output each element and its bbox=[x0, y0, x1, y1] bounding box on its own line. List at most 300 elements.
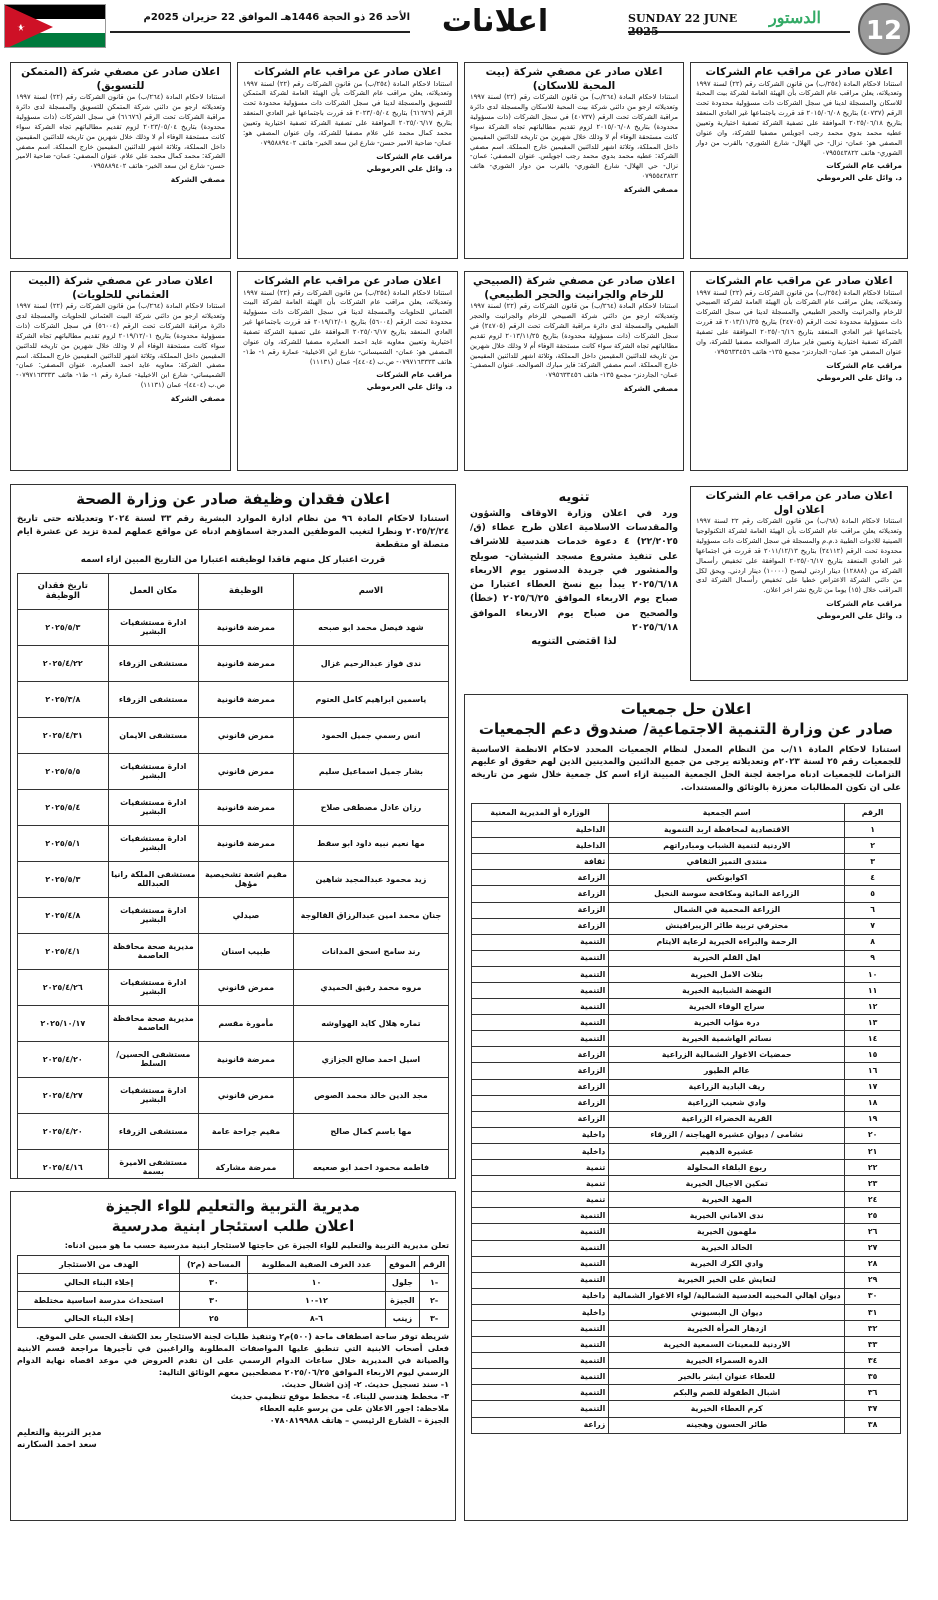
ministry: التنمية bbox=[472, 1353, 609, 1369]
giza-docs-2: ٣- مخطط هندسي للبناء. ٤- مخطط موقع تنظيمي حديث bbox=[230, 1391, 449, 1401]
workplace: مستشفى الملكة رانيا العبدالله bbox=[108, 861, 199, 897]
english-date: SUNDAY 22 JUNE 2025 bbox=[628, 12, 738, 38]
table-row bbox=[472, 918, 901, 934]
giza-intro: تعلن مديرية التربية والتعليم للواء الجيزة عن حاجتها لاستئجار ابنية مدرسية حسب ما هو مبين ادناه: bbox=[64, 1240, 449, 1250]
job-title: ممرضة قانونية bbox=[199, 789, 294, 825]
job-title: صيدلي bbox=[199, 897, 294, 933]
table-row bbox=[472, 1224, 901, 1240]
society-name: الخالد الخيرية bbox=[609, 1240, 845, 1256]
rooms: ١٢-١٠ bbox=[248, 1291, 385, 1309]
ministry: الداخلية bbox=[472, 822, 609, 838]
loss-date: ٢٠٢٥/٥/٣ bbox=[18, 609, 109, 645]
society-name: ملهمون الخيرية bbox=[609, 1224, 845, 1240]
row-number: ١ bbox=[845, 822, 901, 838]
workplace: ادارة مستشفيات البشير bbox=[108, 825, 199, 861]
table-row bbox=[18, 1005, 449, 1041]
society-name: للعطاء عنوان ابشر بالخير bbox=[609, 1369, 845, 1385]
society-name: النهضة الشبابية الخيرية bbox=[609, 983, 845, 999]
society-name: الاردنية للمعينات السمعية الخيرية bbox=[609, 1337, 845, 1353]
ministry: التنمية bbox=[472, 1385, 609, 1401]
society-name: الزراعة المحمية في الشمال bbox=[609, 902, 845, 918]
table-row bbox=[472, 1176, 901, 1192]
workplace: ادارة مستشفيات البشير bbox=[108, 753, 199, 789]
section-title: اعلانات bbox=[441, 4, 549, 39]
health-title: اعلان فقدان وظيفة صادر عن وزارة الصحة bbox=[76, 490, 390, 508]
society-name: ديوان ال البسيوني bbox=[609, 1304, 845, 1320]
ministry: الزراعة bbox=[472, 886, 609, 902]
row-number: ١٤ bbox=[845, 1031, 901, 1047]
table-row bbox=[18, 645, 449, 681]
table-row bbox=[472, 950, 901, 966]
ad-title: اعلان صادر عن مصفي شركة (البيت العثماني للحلويات) bbox=[28, 275, 213, 301]
table-row bbox=[18, 1273, 449, 1291]
society-name: بتلات الامل الخيرية bbox=[609, 966, 845, 982]
table-row bbox=[472, 1160, 901, 1176]
row-number: ٣ bbox=[845, 854, 901, 870]
ad-liquidator-4 bbox=[10, 271, 231, 471]
row-number: ٣١ bbox=[845, 1304, 901, 1320]
society-name: عالم الطيور bbox=[609, 1063, 845, 1079]
table-row bbox=[472, 838, 901, 854]
ministry: داخلية bbox=[472, 1288, 609, 1304]
employee-name: جنان محمد امين عبدالرزاق القالوجة bbox=[293, 897, 448, 933]
giza-sign-name: سعد احمد السكارنه bbox=[17, 1440, 97, 1451]
workplace: مستشفى الحسين/ السلط bbox=[108, 1041, 199, 1077]
col-workplace: مكان العمل bbox=[108, 573, 199, 609]
ad-signature-role: مراقب عام الشركات bbox=[826, 161, 902, 171]
ministry: داخلية bbox=[472, 1304, 609, 1320]
row-number: ١٧ bbox=[845, 1079, 901, 1095]
row-number: ٢٣ bbox=[845, 1176, 901, 1192]
table-row bbox=[18, 1077, 449, 1113]
ad-subtitle: اعلان اول bbox=[773, 503, 825, 516]
health-ministry-notice bbox=[10, 484, 456, 1179]
ministry: تنمية bbox=[472, 1192, 609, 1208]
row-number: ١٦ bbox=[845, 1063, 901, 1079]
table-row bbox=[472, 1015, 901, 1031]
job-title: مقيم اشعة تشخيصية مؤهل bbox=[199, 861, 294, 897]
employee-name: مها باسم كمال صالح bbox=[293, 1113, 448, 1149]
row-number: ٨ bbox=[845, 934, 901, 950]
ministry: التنمية bbox=[472, 1401, 609, 1417]
row-number: ٩ bbox=[845, 950, 901, 966]
table-row bbox=[472, 1127, 901, 1143]
ministry: زراعة bbox=[472, 1417, 609, 1433]
col-purpose: الهدف من الاستئجار bbox=[18, 1255, 180, 1273]
society-name: اهل القلم الخيرية bbox=[609, 950, 845, 966]
ministry: التنمية bbox=[472, 1224, 609, 1240]
job-title: ممرضة قانونية bbox=[199, 681, 294, 717]
society-name: الرحمة والبراءة الخيرية لرعاية الايتام bbox=[609, 934, 845, 950]
job-title: ممرض قانوني bbox=[199, 753, 294, 789]
giza-apply: فعلى أصحاب الابنية التي تنطبق عليها المواصفات المطلوبة والراغبين في تأجيرها مراجعة قسم الابنية والصيانة في المديرية خلال ساعات الدوام الرسمي على ان تقدم العروض في موعد اقصاه نهاية الدوام الرسمي ليوم الاربعاء الموافق ٢٠٢٥/٠٦/٢٥ مصطحبين معهم الوثائق التالية: bbox=[17, 1343, 449, 1377]
society-name: تمكين الاجيال الخيرية bbox=[609, 1176, 845, 1192]
ministry: الزراعة bbox=[472, 1047, 609, 1063]
col-society-name: اسم الجمعية bbox=[609, 804, 845, 822]
ad-controller-2 bbox=[237, 62, 458, 259]
table-row bbox=[472, 1047, 901, 1063]
row-number: ٢٦ bbox=[845, 1224, 901, 1240]
row-number: ١٣ bbox=[845, 1015, 901, 1031]
row-number: -١ bbox=[420, 1273, 449, 1291]
ad-signature-name: د. وائل علي العرموطي bbox=[366, 382, 452, 392]
location: زينب bbox=[385, 1309, 420, 1327]
ministry: التنمية bbox=[472, 950, 609, 966]
row-number: ٥ bbox=[845, 886, 901, 902]
correction-notice bbox=[464, 486, 684, 681]
ad-title: اعلان صادر عن مراقب عام الشركات bbox=[254, 275, 441, 287]
loss-date: ٢٠٢٥/٤/٢٠ bbox=[18, 1041, 109, 1077]
table-row bbox=[472, 1304, 901, 1320]
table-row bbox=[18, 1309, 449, 1327]
giza-sign-role: مدير التربية والتعليم bbox=[17, 1427, 102, 1438]
row-number: ١١ bbox=[845, 983, 901, 999]
ad-signature-role: مراقب عام الشركات bbox=[376, 151, 452, 161]
ministry: الزراعة bbox=[472, 870, 609, 886]
ad-title: اعلان صادر عن مراقب عام الشركات bbox=[705, 66, 893, 78]
society-name: وادي الكرك الخيرية bbox=[609, 1256, 845, 1272]
table-row bbox=[18, 1113, 449, 1149]
col-date: تاريخ فقدان الوظيفة bbox=[18, 573, 109, 609]
loss-date: ٢٠٢٥/٤/١ bbox=[18, 933, 109, 969]
ministry: تنمية bbox=[472, 1160, 609, 1176]
table-row bbox=[472, 983, 901, 999]
table-row bbox=[18, 717, 449, 753]
table-row bbox=[472, 1417, 901, 1433]
table-row bbox=[472, 1079, 901, 1095]
job-title: ممرضة قانونية bbox=[199, 1041, 294, 1077]
table-row bbox=[472, 822, 901, 838]
societies-title: اعلان حل جمعيات bbox=[620, 700, 752, 718]
area: ٣٠ bbox=[180, 1273, 248, 1291]
ministry: الزراعة bbox=[472, 1063, 609, 1079]
ministry: الزراعة bbox=[472, 1079, 609, 1095]
giza-address: الجيزة – الشارع الرئيسي – هاتف ٠٧٨٠٨١٩٩٨٨ bbox=[269, 1415, 449, 1425]
ad-signature: مصفي الشركة bbox=[170, 175, 225, 185]
table-row bbox=[472, 1288, 901, 1304]
ad-controller-3 bbox=[690, 271, 908, 471]
ad-title: اعلان صادر عن مصفي شركة (بيت المحبة للاسكان) bbox=[485, 66, 663, 92]
job-title: ممرض قانوني bbox=[199, 1077, 294, 1113]
workplace: ادارة مستشفيات البشير bbox=[108, 609, 199, 645]
job-title: مأمورة مقسم bbox=[199, 1005, 294, 1041]
row-number: ٢٠ bbox=[845, 1127, 901, 1143]
society-name: ازدهار المرأة الخيرية bbox=[609, 1320, 845, 1336]
ad-title: اعلان صادر عن مراقب عام الشركات bbox=[705, 490, 893, 502]
table-row bbox=[472, 1256, 901, 1272]
area: ٢٥ bbox=[180, 1309, 248, 1327]
table-row bbox=[472, 902, 901, 918]
employee-name: رند سامح اسحق المدانات bbox=[293, 933, 448, 969]
ministry: الزراعة bbox=[472, 1095, 609, 1111]
giza-subtitle: اعلان طلب استئجار ابنية مدرسية bbox=[111, 1217, 355, 1236]
table-row bbox=[472, 966, 901, 982]
society-name: لتعايش على الخير الخيرية bbox=[609, 1272, 845, 1288]
workplace: ادارة مستشفيات البشير bbox=[108, 969, 199, 1005]
table-row bbox=[472, 1369, 901, 1385]
ad-signature: مصفي الشركة bbox=[623, 384, 678, 394]
ad-body: استنادا لاحكام المادة (٢٥٤/ب) من قانون الشركات رقم (٢٢) لسنة ١٩٩٧ وتعديلاته، يعلن مراقب عام الشركات بأن الهيئة العامة لشركة المتمكن للتسويق والمسجلة لدينا في سجل الشركات ذات مسؤولية محدودة تحت الرقم (٦١٦٧٦) بتاريخ ٢٠٢٣/٠٥/٠٤ قد قررت باجتماعها غير العادي المنعقد بتاريخ ٢٠٢٥/٠٦/١٧ الموافقة على تصفية الشركة تصفية اختيارية وتعيين محمد كمال محمد علي علام مصفيا للشركة، وان عنوان المصفي هو: عمان- ضاحية الامير حسن- شارع ابن سعد الخير- هاتف ٠٧٩٥٨٨٩٤٠٢ bbox=[243, 79, 452, 147]
society-name: الاردنية لتنمية الشباب ومبادراتهم bbox=[609, 838, 845, 854]
col-number: الرقم bbox=[420, 1255, 449, 1273]
row-number: ٤ bbox=[845, 870, 901, 886]
table-row bbox=[472, 1385, 901, 1401]
page-header bbox=[0, 0, 938, 56]
ad-capital-reduction bbox=[690, 486, 908, 681]
society-name: نسائم الهاشمية الخيرية bbox=[609, 1031, 845, 1047]
row-number: ١٩ bbox=[845, 1111, 901, 1127]
health-note: قررت اعتبار كل منهم فاقدا لوظيفته اعتبارا من التاريخ المبين ازاء اسمه bbox=[80, 554, 386, 565]
ad-signature: مصفي الشركة bbox=[623, 184, 678, 194]
table-row bbox=[18, 933, 449, 969]
society-name: الدرة السمراء الخيرية bbox=[609, 1353, 845, 1369]
society-name: عشيرة الدهيم bbox=[609, 1143, 845, 1159]
col-number: الرقم bbox=[845, 804, 901, 822]
table-row bbox=[472, 1320, 901, 1336]
table-row bbox=[18, 1149, 449, 1179]
employee-name: انس رسمي جميل الحمود bbox=[293, 717, 448, 753]
job-title: ممرضة قانونية bbox=[199, 609, 294, 645]
employee-name: فاطمه محمود احمد ابو صعيعه bbox=[293, 1149, 448, 1179]
location: جلول bbox=[385, 1273, 420, 1291]
ministry: ثقافة bbox=[472, 854, 609, 870]
table-row bbox=[18, 1291, 449, 1309]
rooms: ٦-٨ bbox=[248, 1309, 385, 1327]
area: ٣٠ bbox=[180, 1291, 248, 1309]
row-number: ٢٢ bbox=[845, 1160, 901, 1176]
ad-body: استنادا لاحكام المادة (٢٦٤/ب) من قانون الشركات رقم (٢٢) لسنة ١٩٩٧ وتعديلاته ارجو من دائني شركة البيت العثماني للحلويات والمسجلة لدى دائرة مراقبة الشركات تحت الرقم (٥٦٠٠٤) في سجل الشركات (ذات مسؤولية محدودة) بتاريخ ٢٠١٩/١٢/٠١ لزوم تقديم مطالباتهم تجاه الشركة سواء كانت مستحقة الوفاء أم لا وذلك خلال شهرين من تاريخه للدائنين المقيمين داخل المملكة، وثلاثة اشهر للدائنين المقيمين خارج المملكة. اسم مصفي الشركة: معاويه عايد احمد العمايره. عنوان المصفي: عمان- الشميساني- شارع ابن الاخيلية- عمارة رقم ١- ط١- هاتف ٠٧٩٧١٦٣٣٣٣- ص.ب (٤٤٠٤)- عمان (١١١٣١) bbox=[16, 302, 225, 390]
societies-table bbox=[471, 803, 901, 1434]
loss-date: ٢٠٢٥/٤/١٦ bbox=[18, 1149, 109, 1179]
society-name: درة مؤاب الخيرية bbox=[609, 1015, 845, 1031]
row-number: ٣٠ bbox=[845, 1288, 901, 1304]
giza-condition: شريطة توفر ساحة اصطفاف ماحة (٥٠٠)م٢ وتنفيذ طلبات لجنة الاستئجار بعد الكشف الحسي على الموقع. bbox=[36, 1331, 449, 1341]
row-number: ٢٥ bbox=[845, 1208, 901, 1224]
society-name: ندى الاماني الخيرية bbox=[609, 1208, 845, 1224]
workplace: ادارة مستشفيات البشير bbox=[108, 1077, 199, 1113]
society-name: الاقتصادية لمحافظة اربد التنموية bbox=[609, 822, 845, 838]
workplace: مستشفى الزرقاء bbox=[108, 681, 199, 717]
society-name: سراج الوفاء الخيرية bbox=[609, 999, 845, 1015]
ad-body: استنادا لاحكام المادة (٢٦٤/ب) من قانون الشركات رقم (٢٢) لسنة ١٩٩٧ وتعديلاته ارجو من دائني شركة الصبيحي للرخام والجرانيت والحجر الطبيعي والمسجلة لدى دائرة مراقبة الشركات تحت الرقم (٢٤٧٠٥) في سجل الشركات (ذات مسؤولية محدودة) بتاريخ ٢٠١٣/١١/٢٥ لزوم تقديم مطالباتهم تجاه الشركة سواء كانت مستحقة الوفاء أم لا وذلك خلال شهرين من تاريخه للدائنين المقيمين داخل المملكة، وثلاثة اشهر للدائنين المقيمين خارج المملكة. اسم مصفي الشركة: فايز مبارك الصوالحه. عنوان المصفي: عمان- الجاردنز- مجمع ١٣٥- هاتف ٠٧٩٥٦٣٣٤٥٦ bbox=[470, 302, 679, 380]
ministry: التنمية bbox=[472, 983, 609, 999]
table-row bbox=[472, 1063, 901, 1079]
ad-body: استنادا لاحكام المادة (٢٥٤/ب) من قانون الشركات رقم (٢٢) لسنة ١٩٩٧ وتعديلاته، يعلن مراقب عام الشركات بأن الهيئة العامة لشركة البيت العثماني للحلويات والمسجلة لدينا في سجل الشركات ذات مسؤولية محدودة تحت الرقم (٥٦٠٠٤) بتاريخ ٢٠١٩/١٢/٠١ قد قررت باجتماعها غير العادي المنعقد بتاريخ ٢٠٢٥/٠٦/١٧ الموافقة على تصفية الشركة تصفية اختيارية وتعيين معاويه عايد احمد العمايره مصفيا للشركة، وان عنوان المصفي هو: عمان- الشميساني- شارع ابن الاخيلية- عمارة رقم ١- ط١- هاتف ٠٧٩٧١٦٣٣٣٣- ص.ب (٤٤٠٤)- عمان (١١١٣١) bbox=[243, 288, 452, 366]
loss-date: ٢٠٢٥/٤/٣١ bbox=[18, 717, 109, 753]
table-row bbox=[472, 1272, 901, 1288]
correction-title: تنويه bbox=[558, 490, 590, 505]
table-row bbox=[18, 1041, 449, 1077]
employee-name: مروه محمد رفيق الحميدي bbox=[293, 969, 448, 1005]
employee-name: ندى فواز عبدالرحيم غزال bbox=[293, 645, 448, 681]
ministry: الزراعة bbox=[472, 902, 609, 918]
society-name: المهد الخيرية bbox=[609, 1192, 845, 1208]
giza-docs-1: ١- سند تسجيل حديث. ٢- إذن اشغال حديث. bbox=[281, 1379, 449, 1389]
loss-date: ٢٠٢٥/٤/٢٢ bbox=[18, 645, 109, 681]
ad-controller-1 bbox=[690, 62, 908, 259]
row-number: ٢١ bbox=[845, 1143, 901, 1159]
giza-title: مديرية التربية والتعليم للواء الجيزة bbox=[105, 1197, 361, 1215]
giza-table bbox=[17, 1255, 449, 1328]
society-name: نشامى / ديوان عشيرة الهياجنه / الزرقاء bbox=[609, 1127, 845, 1143]
ad-liquidator-1 bbox=[464, 62, 684, 259]
purpose: استحداث مدرسة اساسية مختلطة bbox=[18, 1291, 180, 1309]
ministry: التنمية bbox=[472, 1031, 609, 1047]
ad-title: اعلان صادر عن مصفي شركة (المتمكن للتسويق) bbox=[21, 66, 220, 92]
row-number: ١٥ bbox=[845, 1047, 901, 1063]
society-name: اشبال الطفولة للصم والبكم bbox=[609, 1385, 845, 1401]
employee-name: شهد فيصل محمد ابو صبحه bbox=[293, 609, 448, 645]
ad-signature-name: د. وائل علي العرموطي bbox=[816, 611, 902, 621]
table-row bbox=[472, 870, 901, 886]
col-job: الوظيفة bbox=[199, 573, 294, 609]
row-number: ٢٧ bbox=[845, 1240, 901, 1256]
workplace: مديرية صحة محافظة العاصمة bbox=[108, 933, 199, 969]
employee-name: تماره هلال كايد الهواوشه bbox=[293, 1005, 448, 1041]
table-row bbox=[472, 1111, 901, 1127]
ad-signature-role: مراقب عام الشركات bbox=[826, 599, 902, 609]
ad-signature-role: مراقب عام الشركات bbox=[826, 360, 902, 370]
ad-title: اعلان صادر عن مصفي شركة (الصبيحي للرخام والجرانيت والحجر الطبيعي) bbox=[473, 275, 675, 301]
loss-date: ٢٠٢٥/٤/٢٠ bbox=[18, 1113, 109, 1149]
col-name: الاسم bbox=[293, 573, 448, 609]
row-number: ١٢ bbox=[845, 999, 901, 1015]
row-number: ٣٤ bbox=[845, 1353, 901, 1369]
society-name: طائر الحسون وهجينه bbox=[609, 1417, 845, 1433]
ministry: التنمية bbox=[472, 1337, 609, 1353]
job-title: مقيم جراحة عامة bbox=[199, 1113, 294, 1149]
table-row bbox=[472, 1353, 901, 1369]
society-name: القرية الخضراء الزراعية bbox=[609, 1111, 845, 1127]
ministry: التنمية bbox=[472, 1256, 609, 1272]
row-number: -٣ bbox=[420, 1309, 449, 1327]
society-name: منتدى التميز الثقافي bbox=[609, 854, 845, 870]
table-row bbox=[18, 825, 449, 861]
ad-signature-role: مراقب عام الشركات bbox=[376, 370, 452, 380]
ministry: الزراعة bbox=[472, 1111, 609, 1127]
workplace: مديرية صحة محافظة العاصمة bbox=[108, 1005, 199, 1041]
table-row bbox=[472, 854, 901, 870]
ad-liquidator-3 bbox=[464, 271, 684, 471]
society-name: ريف البادية الزراعية bbox=[609, 1079, 845, 1095]
ad-signature-name: د. وائل علي العرموطي bbox=[366, 163, 452, 173]
row-number: ١٨ bbox=[845, 1095, 901, 1111]
ad-controller-4 bbox=[237, 271, 458, 471]
row-number: ٣٨ bbox=[845, 1417, 901, 1433]
correction-footer: لذا اقتضى التنويه bbox=[531, 636, 617, 648]
society-name: الزراعة المائية ومكافحة سوسة النخيل bbox=[609, 886, 845, 902]
loss-date: ٢٠٢٥/٤/٢٦ bbox=[18, 969, 109, 1005]
ad-signature-name: د. وائل علي العرموطي bbox=[816, 173, 902, 183]
ad-body: استنادا لاحكام المادة (٢٥٤/ب) من قانون الشركات رقم (٢٢) لسنة ١٩٩٧ وتعديلاته، يعلن مراقب عام الشركات بأن الهيئة العامة لشركة بيت المحبة للاسكان والمسجلة لدينا في سجل الشركات ذات مسؤولية محدودة تحت الرقم (٤٠٧٣٧) بتاريخ ٢٠١٥/٠٦/٠٨ قد قررت باجتماعها غير العادي المنعقد بتاريخ ٢٠٢٥/٠٦/١٨ الموافقة على تصفية الشركة تصفية اختيارية وتعيين عطيه محمد بدوي محمد رجب اجويلس مصفيا للشركة، وان عنوان المصفي هو: عمان- نزال- حي الهلال- شارع الشوري- بالقرب من دوار الشوري- هاتف ٠٧٩٥٥٤٣٨٢٢ bbox=[696, 79, 903, 157]
row-number: ٣٣ bbox=[845, 1337, 901, 1353]
row-number: ١٠ bbox=[845, 966, 901, 982]
table-row bbox=[472, 1192, 901, 1208]
table-row bbox=[472, 1095, 901, 1111]
ad-signature-name: د. وائل علي العرموطي bbox=[816, 372, 902, 382]
ministry: التنمية bbox=[472, 999, 609, 1015]
employee-name: ياسمين ابراهيم كامل العتوم bbox=[293, 681, 448, 717]
job-title: ممرضة مشاركة bbox=[199, 1149, 294, 1179]
ministry: داخلية bbox=[472, 1143, 609, 1159]
table-row bbox=[18, 753, 449, 789]
loss-date: ٢٠٢٥/٤/٨ bbox=[18, 897, 109, 933]
workplace: مستشفى الزرقاء bbox=[108, 645, 199, 681]
ministry: التنمية bbox=[472, 1272, 609, 1288]
jordan-flag-icon bbox=[4, 4, 106, 48]
employee-name: زيد محمود عبدالمجيد شاهين bbox=[293, 861, 448, 897]
workplace: ادارة مستشفيات البشير bbox=[108, 789, 199, 825]
ad-body: استنادا لاحكام المادة (٢٦٤/ب) من قانون الشركات رقم (٢٢) لسنة ١٩٩٧ وتعديلاته ارجو من دائني شركة بيت المحبة للاسكان والمسجلة لدى دائرة مراقبة الشركات تحت الرقم (٤٠٧٣٧) في سجل الشركات (ذات مسؤولية محدودة) بتاريخ ٢٠١٥/٠٦/٠٨ لزوم تقديم مطالباتهم تجاه الشركة سواء كانت مستحقة الوفاء أم لا وذلك خلال شهرين من تاريخه للدائنين المقيمين داخل المملكة، وثلاثة اشهر للدائنين المقيمين خارج المملكة. اسم مصفي الشركة: عطيه محمد بدوي محمد رجب اجويلس. عنوان المصفي: عمان- نزال- حي الهلال- شارع الشوري- بالقرب من دوار الشوري- هاتف ٠٧٩٥٥٤٣٨٢٢ bbox=[470, 93, 678, 181]
header-rule-left bbox=[110, 31, 410, 33]
col-ministry: الوزارة أو المديرية المعنية bbox=[472, 804, 609, 822]
ministry: التنمية bbox=[472, 1208, 609, 1224]
location: الجيزة bbox=[385, 1291, 420, 1309]
societies-subtitle: صادر عن وزارة التنمية الاجتماعية/ صندوق دعم الجمعيات bbox=[478, 720, 894, 739]
table-row bbox=[18, 897, 449, 933]
row-number: ٣٧ bbox=[845, 1401, 901, 1417]
society-name: حمضيات الاغوار الشمالية الزراعية bbox=[609, 1047, 845, 1063]
row-number: ٢٩ bbox=[845, 1272, 901, 1288]
row-number: ٦ bbox=[845, 902, 901, 918]
employee-name: مها نعيم نبيه داود ابو سقط bbox=[293, 825, 448, 861]
table-row bbox=[18, 609, 449, 645]
ministry: التنمية bbox=[472, 1369, 609, 1385]
table-row bbox=[472, 1240, 901, 1256]
society-name: ربوع البلقاء المحلولة bbox=[609, 1160, 845, 1176]
loss-date: ٢٠٢٥/٥/١ bbox=[18, 825, 109, 861]
workplace: ادارة مستشفيات البشير bbox=[108, 897, 199, 933]
table-row bbox=[18, 789, 449, 825]
society-name: كرم العطاء الخيرية bbox=[609, 1401, 845, 1417]
row-number: ٣٥ bbox=[845, 1369, 901, 1385]
society-name: ديوان اهالي المخيبه العدسية الشمالية/ لواء الاغوار الشمالية bbox=[609, 1288, 845, 1304]
ad-body: استنادا لاحكام المادة (٢٦٤/ب) من قانون الشركات رقم (٢٢) لسنة ١٩٩٧ وتعديلاته ارجو من دائني شركة المتمكن للتسويق والمسجلة لدى دائرة مراقبة الشركات تحت الرقم (٦١٦٧٦) في سجل الشركات (ذات مسؤولية محدودة) بتاريخ ٢٠٢٣/٠٥/٠٤ لزوم تقديم مطالباتهم تجاه الشركة سواء كانت مستحقة الوفاء أم لا وذلك خلال شهرين من تاريخه للدائنين المقيمين داخل المملكة، وثلاثة اشهر للدائنين المقيمين خارج المملكة. اسم مصفي الشركة: محمد كمال محمد علي علام. عنوان المصفي: عمان- ضاحية الامير حسن- شارع ابن سعد الخير- هاتف ٠٧٩٥٨٨٩٤٠٢ bbox=[16, 93, 225, 171]
ministry: التنمية bbox=[472, 934, 609, 950]
loss-date: ٢٠٢٥/١٠/١٧ bbox=[18, 1005, 109, 1041]
society-name: وادي شعيب الزراعية bbox=[609, 1095, 845, 1111]
ministry: داخلية bbox=[472, 1127, 609, 1143]
ad-title: اعلان صادر عن مراقب عام الشركات bbox=[705, 275, 893, 287]
page-number: 12 bbox=[858, 3, 910, 55]
ministry: التنمية bbox=[472, 1015, 609, 1031]
table-row bbox=[18, 861, 449, 897]
ministry: الزراعة bbox=[472, 918, 609, 934]
loss-date: ٢٠٢٥/٥/٤ bbox=[18, 789, 109, 825]
job-title: ممرضة قانونية bbox=[199, 645, 294, 681]
health-intro: استنادا لاحكام المادة ٩٦ من نظام ادارة الموارد البشرية رقم ٣٣ لسنة ٢٠٢٤ وتعديلاته حتى تاريخ ٢٠٢٥/٢/٢٤ ونظرا لتغيب الموظفين المدرجة اسماؤهم ادناه عن مواقع عملهم لمدة تزيد عن عشرة ايام متصلة او متقطعة bbox=[17, 514, 449, 551]
employee-name: بشار جميل اسماعيل سليم bbox=[293, 753, 448, 789]
table-row bbox=[472, 1031, 901, 1047]
society-name: محترفي تربية طائر الزيبرافينش bbox=[609, 918, 845, 934]
table-row bbox=[472, 934, 901, 950]
row-number: ٧ bbox=[845, 918, 901, 934]
loss-date: ٢٠٢٥/٣/٨ bbox=[18, 681, 109, 717]
table-row bbox=[472, 886, 901, 902]
table-row bbox=[18, 681, 449, 717]
row-number: -٢ bbox=[420, 1291, 449, 1309]
table-row bbox=[472, 1143, 901, 1159]
table-row bbox=[472, 1401, 901, 1417]
ad-liquidator-2 bbox=[10, 62, 231, 259]
ministry: التنمية bbox=[472, 966, 609, 982]
giza-education-notice bbox=[10, 1191, 456, 1521]
workplace: مستشفى الاميرة بسمة bbox=[108, 1149, 199, 1179]
job-title: ممرضة قانونية bbox=[199, 825, 294, 861]
workplace: مستشفى الايمان bbox=[108, 717, 199, 753]
ad-body: استنادا لاحكام المادة (٦٨/ب) من قانون الشركات رقم ٢٢ لسنة ١٩٩٧ وتعديلاته يعلن مراقب عام الشركات بأن الهيئة العامة لشركة التكنولوجيا الصينية للادوات الطبية ذ.م.م والمسجلة في سجل الشركات ذات مسؤولية محدودة تحت الرقم (٢٤١١٢) بتاريخ ٢٠١١/١٢/١٣ قد قررت في اجتماعها غير العادي المنعقد بتاريخ ٢٠٢٥/٠٦/١٧ الموافقة على تخفيض رأسمال الشركة من (١٢٨٨٨) دينار اردني ليصبح (١٠٠٠٠) دينار اردني. ويحق لكل من دائني الشركة الاعتراض خطيا على تخفيض رأسمال الشركة لدى المراقب خلال (١٥) يوما من تاريخ نشر اخر اعلان. bbox=[696, 517, 902, 595]
table-row bbox=[472, 1337, 901, 1353]
